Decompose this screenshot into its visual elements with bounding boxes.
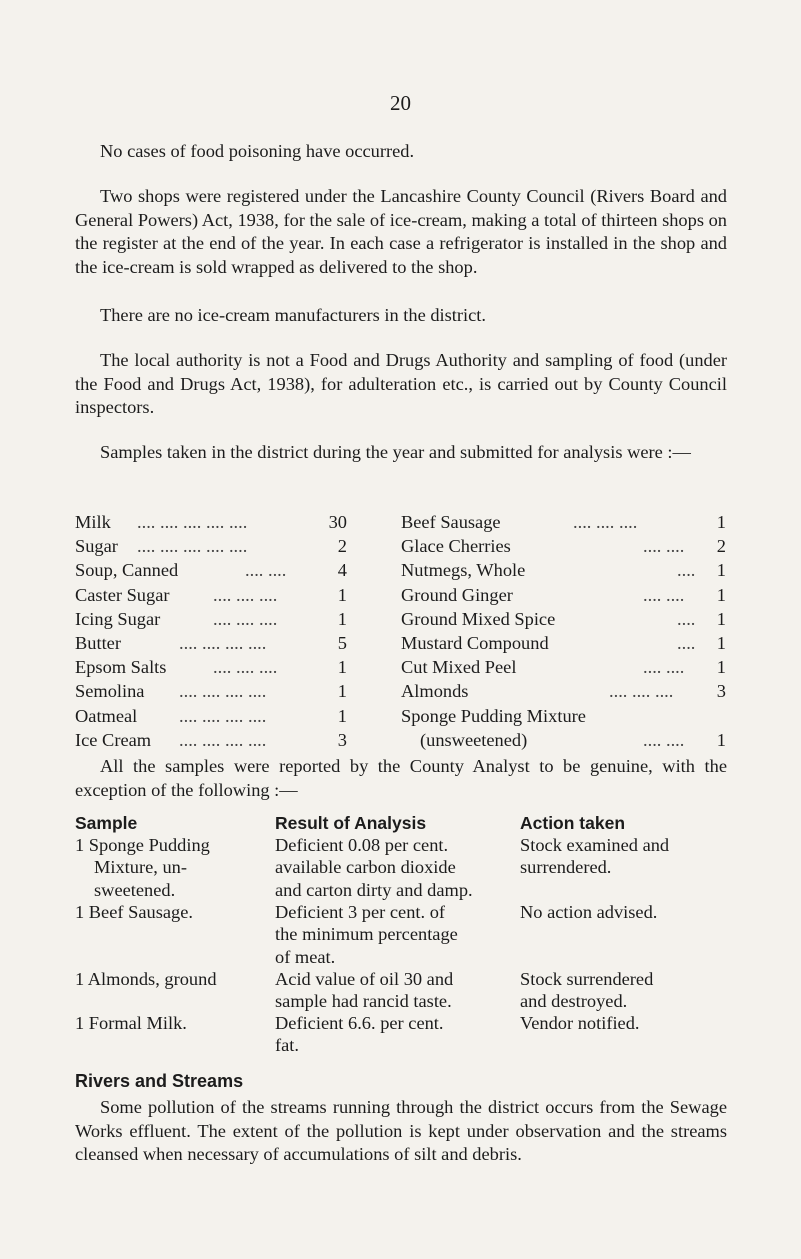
- table-row: 1 Almonds, ground: [75, 969, 217, 989]
- table-cell-result: Deficient 6.6. per cent. fat.: [275, 1013, 444, 1056]
- section-title-rivers: Rivers and Streams: [75, 1071, 244, 1091]
- table-cell-action: Stock surrendered and destroyed.: [520, 969, 654, 1012]
- column-header-action: Action taken: [520, 813, 626, 833]
- list-item: Nutmegs, Whole .... 1: [401, 560, 726, 581]
- paragraph-exceptions-intro: All the samples were reported by the County Analyst to be genuine, with the exception of the following :—: [75, 756, 727, 800]
- list-item: Semolina .... .... .... .... 1: [75, 681, 347, 702]
- table-cell-action: Stock examined and surrendered.: [520, 835, 670, 878]
- paragraph-ice-cream-shops: Two shops were registered under the Lancashire County Council (Rivers Board and General Powers) Act, 1938, for the sale of ice-cream, making a total of thirteen shops on the register at the end of the year. In each case a refrigerator is installed in the shop and the ice-cream is sold wrapped as delivered to the shop.: [75, 186, 727, 277]
- paragraph-food-drugs-authority: The local authority is not a Food and Drugs Authority and sampling of food (under the Food and Drugs Act, 1938), for adulteration etc., is carried out by County Council inspectors.: [75, 350, 727, 418]
- table-cell-result: Deficient 0.08 per cent. available carbon dioxide and carton dirty and damp.: [275, 835, 473, 900]
- list-item: Milk .... .... .... .... .... 30: [75, 512, 347, 532]
- table-row: 1 Sponge Pudding Mixture, un- sweetened.: [75, 835, 210, 900]
- list-item: Icing Sugar .... .... .... 1: [75, 608, 347, 629]
- list-item: Ice Cream .... .... .... .... 3: [75, 729, 347, 750]
- list-item: Almonds .... .... .... 3: [401, 681, 726, 702]
- list-item: Ground Ginger .... .... 1: [401, 584, 726, 605]
- list-item: Butter .... .... .... .... 5: [75, 632, 347, 653]
- list-item: Epsom Salts .... .... .... 1: [75, 657, 347, 678]
- table-cell-result: Deficient 3 per cent. of the minimum percentage of meat.: [275, 902, 458, 967]
- samples-list-left: [75, 510, 347, 752]
- column-header-result: Result of Analysis: [275, 813, 427, 833]
- column-header-sample: Sample: [75, 813, 138, 833]
- paragraph-samples-intro: Samples taken in the district during the year and submitted for analysis were :—: [100, 442, 691, 462]
- page-number: 20: [390, 91, 411, 115]
- list-item: Sponge Pudding Mixture: [401, 705, 586, 726]
- table-row: 1 Formal Milk.: [75, 1013, 187, 1033]
- table-row: 1 Beef Sausage.: [75, 902, 193, 922]
- list-item: Mustard Compound .... 1: [401, 632, 726, 653]
- list-item: Beef Sausage .... .... .... 1: [401, 512, 726, 532]
- paragraph-rivers: Some pollution of the streams running through the district occurs from the Sewage Works effluent. The extent of the pollution is kept under observation and the streams cleansed when necessary of accumulations of silt and debris.: [75, 1097, 727, 1165]
- list-item: Soup, Canned .... .... 4: [75, 560, 347, 581]
- paragraph-manufacturers: There are no ice-cream manufacturers in the district.: [100, 305, 487, 325]
- paragraph-food-poisoning: No cases of food poisoning have occurred.: [100, 141, 415, 161]
- table-cell-action: Vendor notified.: [520, 1013, 640, 1033]
- table-cell-result: Acid value of oil 30 and sample had rancid taste.: [275, 969, 454, 1012]
- list-item: Sugar .... .... .... .... .... 2: [75, 536, 347, 557]
- list-item: Glace Cherries .... .... 2: [401, 536, 726, 557]
- list-item: Caster Sugar .... .... .... 1: [75, 584, 347, 605]
- list-item: (unsweetened) .... .... 1: [420, 729, 726, 750]
- table-cell-action: No action advised.: [520, 902, 658, 922]
- samples-list-right: [401, 510, 726, 752]
- list-item: Cut Mixed Peel .... .... 1: [401, 657, 726, 678]
- list-item: Oatmeal .... .... .... .... 1: [75, 705, 347, 726]
- list-item: Ground Mixed Spice .... 1: [401, 608, 726, 629]
